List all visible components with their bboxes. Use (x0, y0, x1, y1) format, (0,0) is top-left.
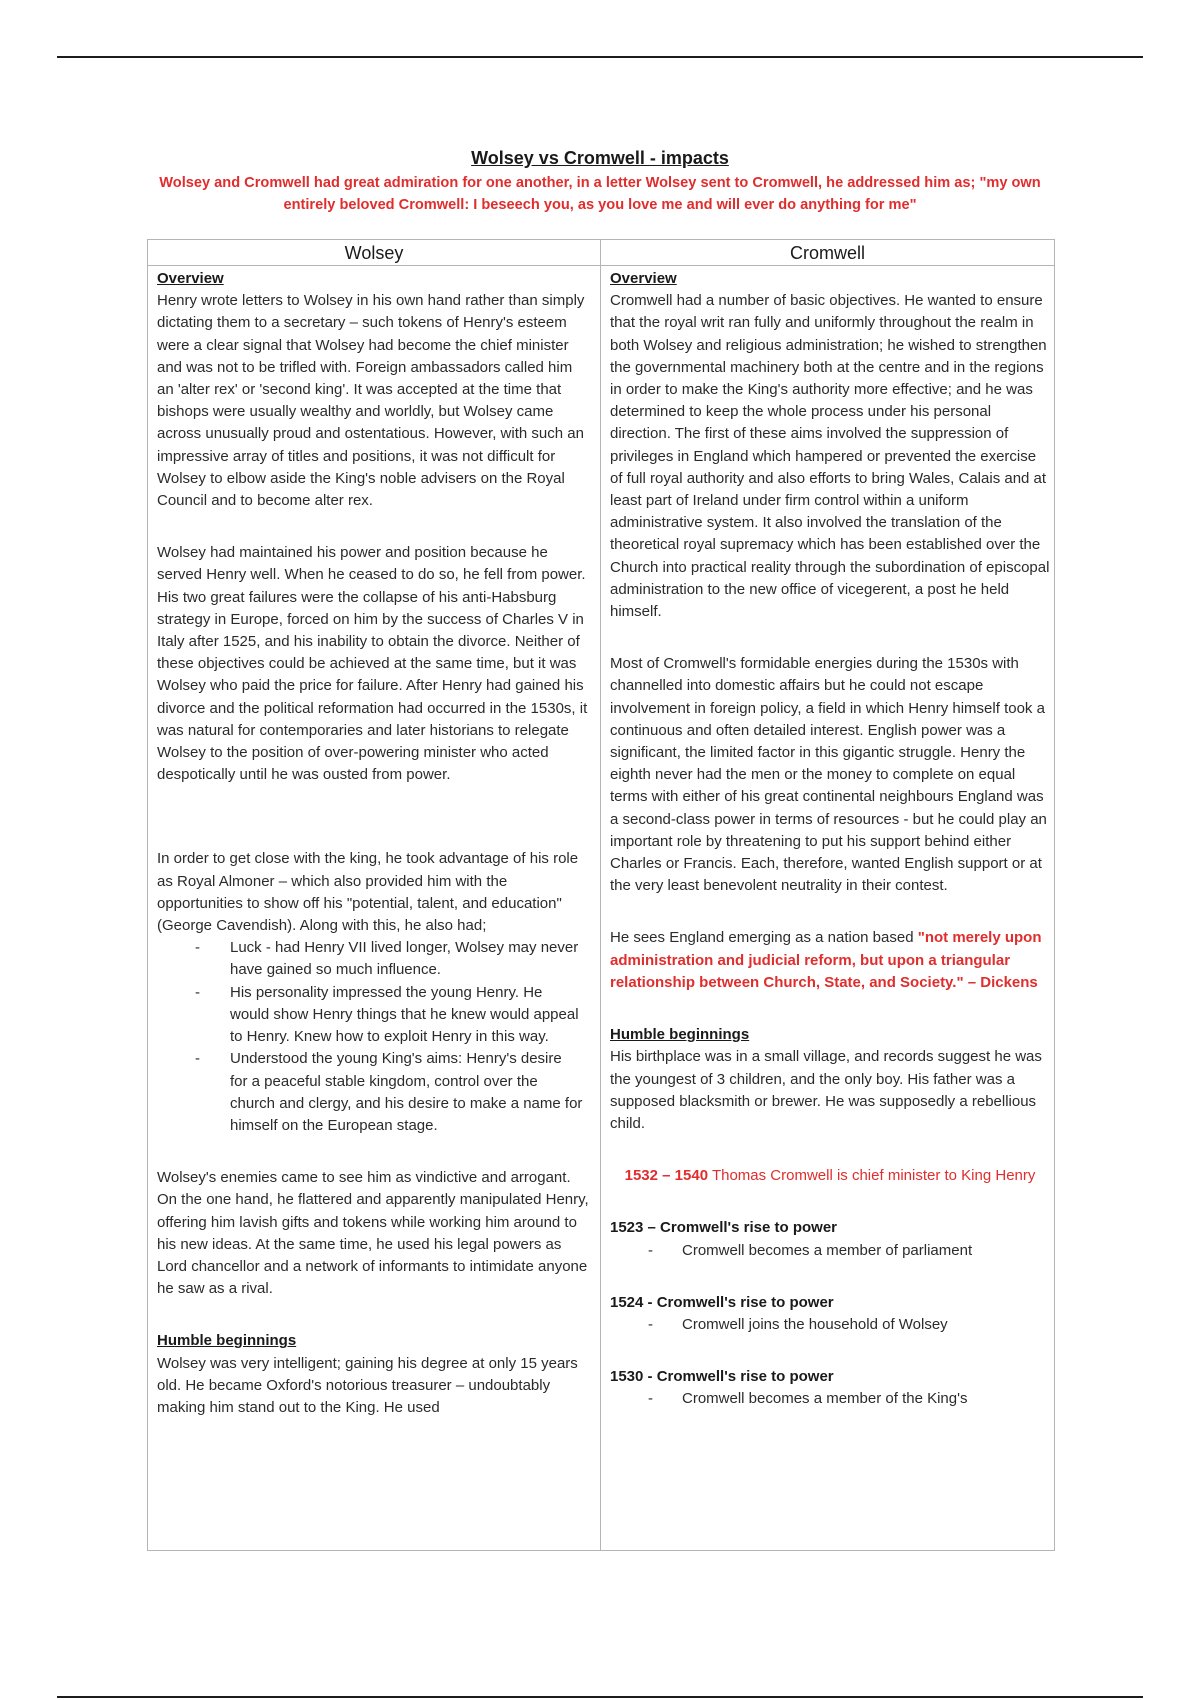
cromwell-humble-heading: Humble beginnings (610, 1026, 750, 1044)
wolsey-column (157, 268, 593, 1550)
chief-minister-text: Thomas Cromwell is chief minister to King Henry (708, 1167, 1036, 1185)
bottom-rule (57, 1696, 1143, 1698)
timeline-item: - Cromwell becomes a member of the King's (610, 1388, 1050, 1410)
cromwell-foreign-policy-paragraph: Most of Cromwell's formidable energies during the 1530s with channelled into domestic affairs but he could not escape involvement in foreign policy, a field in which Henry himself took a continuous and often detailed interest. English power was a significant, the limited factor in this gigantic struggle. Henry the eighth never had the men or the money to complete on equal terms with either of his great continental neighbours England was a second-class power in terms of resources - but he could play an important role by threatening to put his support behind either Charles or Francis. Each, therefore, wanted English support or at the very least benevolent neutrality in their contest. (610, 655, 1047, 895)
timeline-item: - Cromwell joins the household of Wolsey (610, 1314, 1050, 1336)
list-item: - Understood the young King's aims: Henry's desire for a peaceful stable kingdom, control over the church and clergy, and his desire to make a name for himself on the European stage. (157, 1048, 593, 1137)
timeline-heading: 1523 – Cromwell's rise to power (610, 1219, 837, 1237)
cromwell-column (610, 268, 1050, 1550)
timeline-heading: 1530 - Cromwell's rise to power (610, 1368, 834, 1386)
dickens-lead-in: He sees England emerging as a nation based (610, 929, 918, 947)
cromwell-column-header: Cromwell (789, 243, 865, 263)
wolsey-advantages-list (157, 937, 593, 1137)
comparison-table (147, 239, 1055, 1551)
cromwell-dickens-paragraph (610, 927, 1050, 994)
column-divider (600, 240, 601, 1550)
cromwell-overview-paragraph: Cromwell had a number of basic objectives. He wanted to ensure that the royal writ ran fully and uniformly throughout the realm in both Wolsey and religious administration; he wished to strengthen the governmental machinery both at the centre and in the regions in order to make the King's authority more effective; and he was determined to keep the whole process under his personal direction. The first of these aims involved the suppression of privileges in England which hampered or prevented the exercise of full royal authority and also efforts to bring Wales, Calais and at least part of Ireland under firm control within a uniform administrative system. It also involved the translation of the theoretical royal supremacy which has been established over the Church into practical reality through the subordination of episcopal administration to the new office of vicegerent, a post he held himself. (610, 292, 1050, 621)
wolsey-overview-heading: Overview (157, 270, 224, 287)
timeline-heading: 1524 - Cromwell's rise to power (610, 1293, 834, 1311)
list-item: - Luck - had Henry VII lived longer, Wolsey may never have gained so much influence. (157, 937, 593, 981)
cromwell-overview-heading: Overview (610, 270, 677, 287)
wolsey-humble-heading: Humble beginnings (157, 1332, 297, 1350)
timeline-item: - Cromwell becomes a member of parliament (610, 1240, 1050, 1262)
list-item: - His personality impressed the young Henry. He would show Henry things that he knew would appeal to Henry. Knew how to exploit Henry in this way. (157, 982, 593, 1049)
wolsey-power-paragraph: Wolsey had maintained his power and position because he served Henry well. When he ceased to do so, he fell from power. His two great failures were the collapse of his anti-Habsburg strategy in Europe, forced on him by the success of Charles V in Italy after 1525, and his inability to obtain the divorce. Neither of these objectives could be achieved at the same time, but it was Wolsey who paid the price for failure. After Henry had gained his divorce and the political reformation had occurred in the 1530s, it was natural for contemporaries and later historians to relegate Wolsey to the position of over-powering minister who acted despotically until he was ousted from power. (157, 544, 588, 784)
chief-minister-highlight (610, 1165, 1050, 1187)
wolsey-column-header: Wolsey (344, 243, 404, 263)
wolsey-almoner-paragraph: In order to get close with the king, he took advantage of his role as Royal Almoner – which also provided him with the opportunities to show off his "potential, talent, and education" (George Cavendish). Along with this, he also had; (157, 850, 579, 935)
cromwell-humble-paragraph: His birthplace was in a small village, and records suggest he was the youngest of 3 children, and the only boy. His father was a supposed blacksmith or brewer. He was supposedly a rebellious child. (610, 1048, 1042, 1132)
wolsey-humble-paragraph: Wolsey was very intelligent; gaining his degree at only 15 years old. He became Oxford's notorious treasurer – undoubtably making him stand out to the King. He used (157, 1354, 578, 1416)
header-divider (148, 265, 1054, 266)
ul-2 (610, 1314, 1050, 1336)
wolsey-overview-paragraph: Henry wrote letters to Wolsey in his own hand rather than simply dictating them to a secretary – such tokens of Henry's esteem were a clear signal that Wolsey had become the chief minister and was not to be trifled with. Foreign ambassadors called him an 'alter rex' or 'second king'. It was accepted at the time that bishops were usually wealthy and worldly, but Wolsey came across unusually proud and ostentatious. However, with such an impressive array of titles and positions, it was not difficult for Wolsey to elbow aside the King's noble advisers on the Royal Council and to become alter rex. (157, 292, 585, 510)
ul (610, 1240, 1050, 1262)
chief-minister-years: 1532 – 1540 (624, 1167, 709, 1185)
top-rule (57, 56, 1143, 58)
ul-3 (610, 1388, 1050, 1410)
intro-quote: Wolsey and Cromwell had great admiration for one another, in a letter Wolsey sent to Cromwell, he addressed him as; "my own entirely beloved Cromwell: I beseech you, as you love me and will ever do anything for me" (159, 175, 1041, 213)
wolsey-enemies-paragraph: Wolsey's enemies came to see him as vindictive and arrogant. On the one hand, he flattered and apparently manipulated Henry, offering him lavish gifts and tokens while working him around to his new ideas. At the same time, he used his legal powers as Lord chancellor and a network of informants to intimidate anyone he saw as a rival. (157, 1169, 589, 1298)
dickens-quote: "not merely upon administration and judicial reform, but upon a triangular relationship between Church, State, and Society." – Dickens (610, 929, 1042, 991)
page-title: Wolsey vs Cromwell - impacts (471, 148, 729, 168)
